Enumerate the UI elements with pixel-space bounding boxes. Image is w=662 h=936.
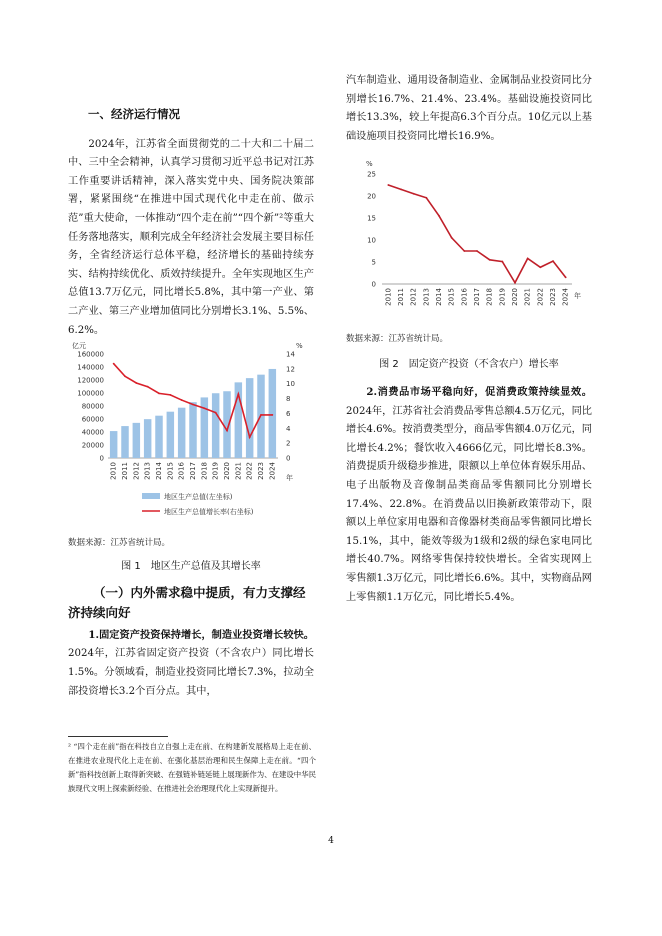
x-tick: 2015 [447, 288, 456, 307]
investment-point [451, 237, 453, 239]
investment-point [425, 197, 427, 199]
x-tick: 2021 [523, 288, 532, 307]
investment-point [413, 193, 415, 195]
growth-point [249, 436, 251, 438]
x-tick: 2018 [485, 288, 494, 307]
x-tick: 2023 [257, 462, 265, 480]
x-tick: 2020 [223, 462, 231, 480]
y-left-tick: 120000 [77, 376, 104, 385]
investment-point [527, 258, 529, 260]
y-tick: 20 [367, 192, 376, 201]
consumption-paragraph [346, 383, 592, 607]
x-tick: 2024 [561, 288, 570, 307]
gdp-bar [269, 369, 276, 458]
gdp-bar [212, 393, 219, 458]
y-tick: 5 [371, 258, 376, 267]
investment-point [400, 189, 402, 191]
x-tick: 2012 [409, 288, 418, 307]
x-tick: 2019 [211, 462, 220, 480]
gdp-bar [121, 426, 128, 458]
x-tick: 2019 [498, 288, 507, 307]
investment-point [387, 184, 389, 186]
left-column [68, 96, 314, 701]
y-left-tick: 60000 [81, 415, 104, 424]
x-tick: 2013 [143, 462, 152, 480]
consumption-body: 2024年，江苏省社会消费品零售总额4.5万亿元，同比增长4.6%。按消费类型分，商品零售额4.0万亿元，同比增长4.2%；餐饮收入4666亿元，同比增长8.3%。消费提质升级稳步推进，限额以上单位体育娱乐用品、电子出版物及音像制品类商品零售额同比分别增长17.4%、22.8%。在消费品以旧换新政策带动下，限额以上单位家用电器和音像器材类商品零售额同比增长15.1%，其中，能效等级为1级和2级的绿色家电同比增长40.7%。网络零售保持较快增长。全省实现网上零售额1.3万亿元，同比增长6.6%。其中，实物商品网上零售额1.1万亿元，同比增长5.4%。 [346, 405, 592, 603]
growth-point [113, 363, 115, 365]
x-tick: 2011 [121, 462, 129, 480]
y-tick: 0 [371, 280, 376, 289]
x-tick: 2012 [132, 462, 141, 480]
growth-point [271, 414, 273, 416]
investment-point [489, 259, 491, 261]
investment-point [539, 267, 541, 269]
x-tick: 2017 [473, 288, 481, 307]
figure1-caption: 图 1 地区生产总值及其增长率 [121, 561, 261, 573]
growth-point [203, 407, 205, 409]
gdp-bar [201, 398, 208, 459]
legend-bar-label: 地区生产总值(左坐标) [164, 493, 233, 502]
growth-point [192, 404, 194, 406]
y-right-tick: 14 [286, 350, 295, 359]
gdp-bar [155, 416, 162, 458]
x-tick: 2017 [189, 462, 197, 480]
x-tick: 2022 [536, 288, 545, 307]
growth-point [237, 393, 239, 395]
y-right-tick: 4 [286, 424, 291, 433]
investment-paragraph [68, 626, 314, 701]
growth-point [135, 382, 137, 384]
growth-point [215, 412, 217, 414]
x-tick: 2013 [422, 288, 431, 307]
x-tick: 2010 [109, 462, 118, 480]
growth-point [226, 430, 228, 432]
gdp-bar [246, 378, 253, 458]
gdp-bar [144, 419, 151, 458]
x-tick: 2020 [511, 288, 519, 307]
y-right-tick: 0 [286, 454, 291, 463]
investment-point [501, 261, 503, 263]
y-left-unit: 亿元 [72, 342, 86, 351]
growth-point [181, 399, 183, 401]
y-right-tick: 12 [286, 365, 295, 374]
y-tick: 25 [367, 170, 376, 179]
x-tick: 2014 [155, 462, 163, 480]
y-right-tick: 10 [286, 380, 295, 389]
section-heading: 一、经济运行情况 [88, 107, 180, 121]
y-tick: 15 [367, 214, 376, 223]
investment-point [438, 215, 440, 217]
x-tick: 2022 [245, 462, 254, 480]
gdp-chart [68, 340, 314, 530]
legend-line-label: 地区生产总值增长率(右坐标) [164, 508, 254, 517]
growth-point [158, 393, 160, 395]
investment-point [552, 261, 554, 263]
gdp-bar [189, 402, 196, 458]
investment-point [514, 282, 516, 284]
x-tick: 2014 [435, 288, 443, 307]
figure2-source: 数据来源：江苏省统计局。 [346, 334, 449, 345]
y-right-tick: 8 [286, 395, 291, 404]
y-left-tick: 0 [99, 454, 104, 463]
growth-point [124, 376, 126, 378]
y-left-tick: 80000 [81, 402, 104, 411]
investment-point [463, 250, 465, 252]
x-tick: 2015 [166, 462, 175, 480]
investment-point [476, 250, 478, 252]
y-left-tick: 20000 [81, 441, 104, 450]
investment-continued-paragraph: 汽车制造业、通用设备制造业、金属制品业投资同比分别增长16.7%、21.4%、23.4%。基础设施投资同比增长13.3%，较上年提高6.3个百分点。10亿元以上基础设施项目投资同比增长16.9%。 [346, 75, 592, 142]
footnote: ² “四个走在前”指在科技自立自强上走在前、在构建新发展格局上走在前、在推进农业现代化上走在前、在强化基层治理和民生保障上走在前。“四个新”指科技创新上取得新突破、在强链补链延链上展现新作为、在建设中华民族现代文明上探索新经验、在推进社会治理现代化上实现新提升。 [68, 742, 316, 793]
investment-line [388, 185, 565, 283]
investment-point [565, 277, 567, 279]
y-right-tick: 6 [286, 410, 291, 419]
growth-point [169, 394, 171, 396]
y-left-tick: 40000 [81, 428, 104, 437]
x-tick: 2021 [234, 462, 243, 480]
right-column [346, 72, 592, 607]
investment-growth-chart [346, 156, 592, 326]
y-right-unit: % [296, 342, 303, 351]
x-tick: 2016 [460, 288, 469, 307]
investment-lead: 1.固定资产投资保持增长，制造业投资增长较快。 [88, 628, 314, 641]
gdp-bar [110, 431, 117, 458]
x-tick: 2023 [549, 288, 557, 307]
x-tick: 2011 [397, 288, 405, 307]
consumption-lead: 2.消费品市场平稳向好，促消费政策持续显效。 [366, 385, 592, 398]
y-tick: 10 [367, 236, 376, 245]
y-left-tick: 100000 [77, 389, 104, 398]
legend-bar-swatch [142, 493, 160, 499]
footnote-divider [68, 736, 168, 737]
figure1-source: 数据来源：江苏省统计局。 [68, 538, 171, 549]
y-right-tick: 2 [286, 439, 291, 448]
y-left-tick: 140000 [77, 363, 104, 372]
investment-body: 2024年，江苏省固定资产投资（不含农户）同比增长1.5%。分领域看，制造业投资同比增长7.3%，拉动全部投资增长3.2个百分点。其中， [68, 648, 314, 697]
growth-point [147, 386, 149, 388]
intro-paragraph: 2024年，江苏省全面贯彻党的二十大和二十届二中、三中全会精神，认真学习贯彻习近平总书记对江苏工作重要讲话精神，深入落实党中央、国务院决策部署，紧紧围绕“在推进中国式现代化中走在前、做示范”重大使命，一体推动“四个走在前”“四个新”²等重大任务落地落实，顺利完成全年经济社会发展主要目标任务，全省经济运行总体平稳，经济增长的基础持续夯实、结构持续优化、质效持续提升。全年实现地区生产总值13.7万亿元，同比增长5.8%，其中第一产业、第二产业、第三产业增加值同比分别增长3.1%、5.5%、6.2%。 [68, 138, 314, 336]
subsection-heading: （一）内外需求稳中提质，有力支撑经济持续向好 [68, 584, 306, 620]
x-tick: 2010 [384, 288, 393, 307]
page-number: 4 [328, 836, 334, 846]
growth-point [260, 414, 262, 416]
x-axis-label: 年 [574, 292, 581, 301]
x-axis-label: 年 [286, 474, 293, 483]
y-unit: % [366, 160, 373, 169]
figure2-caption: 图 2 固定资产投资（不含农户）增长率 [379, 359, 559, 371]
gdp-bar [133, 423, 140, 458]
gdp-bar [167, 412, 174, 458]
gdp-bar [178, 408, 185, 458]
y-left-tick: 160000 [77, 350, 104, 359]
x-tick: 2018 [200, 462, 209, 480]
x-tick: 2024 [268, 462, 277, 480]
x-tick: 2016 [177, 462, 186, 480]
